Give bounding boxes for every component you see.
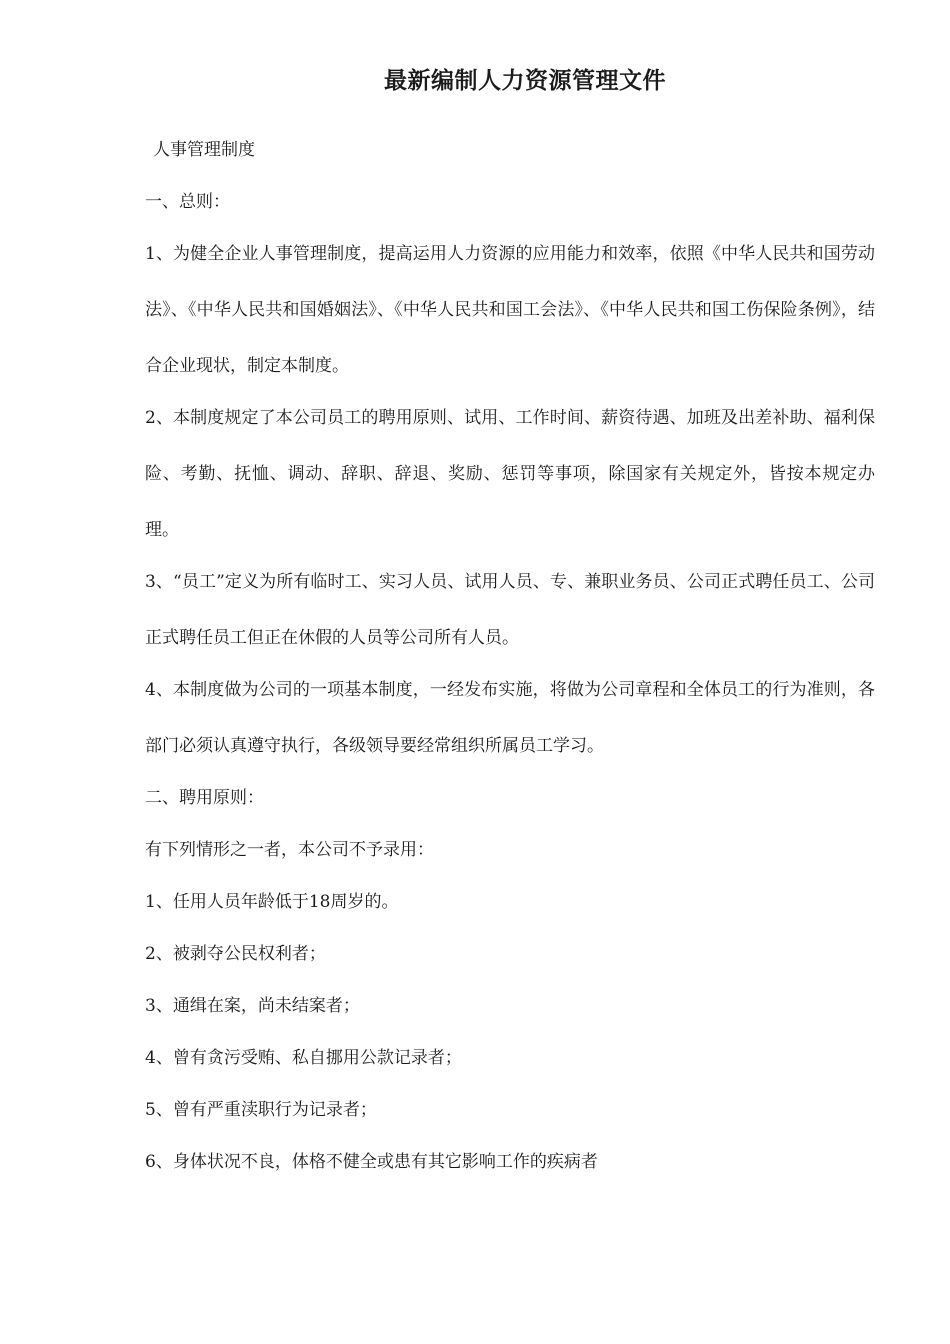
document-body — [145, 136, 875, 1200]
document-title: 最新编制人力资源管理文件 — [384, 67, 666, 94]
hiring-intro: 有下列情形之一者，本公司不予录用： — [145, 840, 434, 860]
hiring-item-1: 1、任用人员年龄低于18周岁的。 — [145, 892, 399, 912]
subtitle: 人事管理制度 — [153, 140, 255, 160]
hiring-item-5: 5、曾有严重渎职行为记录者； — [145, 1100, 377, 1120]
general-item-2: 2、本制度规定了本公司员工的聘用原则、试用、工作时间、薪资待遇、加班及出差补助、福利保险、考勤、抚恤、调动、辞职、辞退、奖励、惩罚等事项，除国家有关规定外，皆按本规定办理。 — [145, 408, 875, 540]
section-heading-general: 一、总则： — [145, 192, 230, 212]
hiring-item-2: 2、被剥夺公民权利者； — [145, 944, 326, 964]
general-item-4: 4、本制度做为公司的一项基本制度，一经发布实施，将做为公司章程和全体员工的行为准则，各部门必须认真遵守执行，各级领导要经常组织所属员工学习。 — [145, 680, 875, 756]
general-item-3: 3、“员工”定义为所有临时工、实习人员、试用人员、专、兼职业务员、公司正式聘任员工、公司正式聘任员工但正在休假的人员等公司所有人员。 — [145, 572, 875, 648]
hiring-item-4: 4、曾有贪污受贿、私自挪用公款记录者； — [145, 1048, 462, 1068]
general-item-1: 1、为健全企业人事管理制度，提高运用人力资源的应用能力和效率，依照《中华人民共和国劳动法》、《中华人民共和国婚姻法》、《中华人民共和国工会法》、《中华人民共和国工伤保险条例》，结合企业现状，制定本制度。 — [145, 244, 875, 376]
section-heading-hiring: 二、聘用原则： — [145, 788, 264, 808]
hiring-item-6: 6、身体状况不良，体格不健全或患有其它影响工作的疾病者 — [145, 1152, 598, 1172]
hiring-item-3: 3、通缉在案，尚未结案者； — [145, 996, 360, 1016]
